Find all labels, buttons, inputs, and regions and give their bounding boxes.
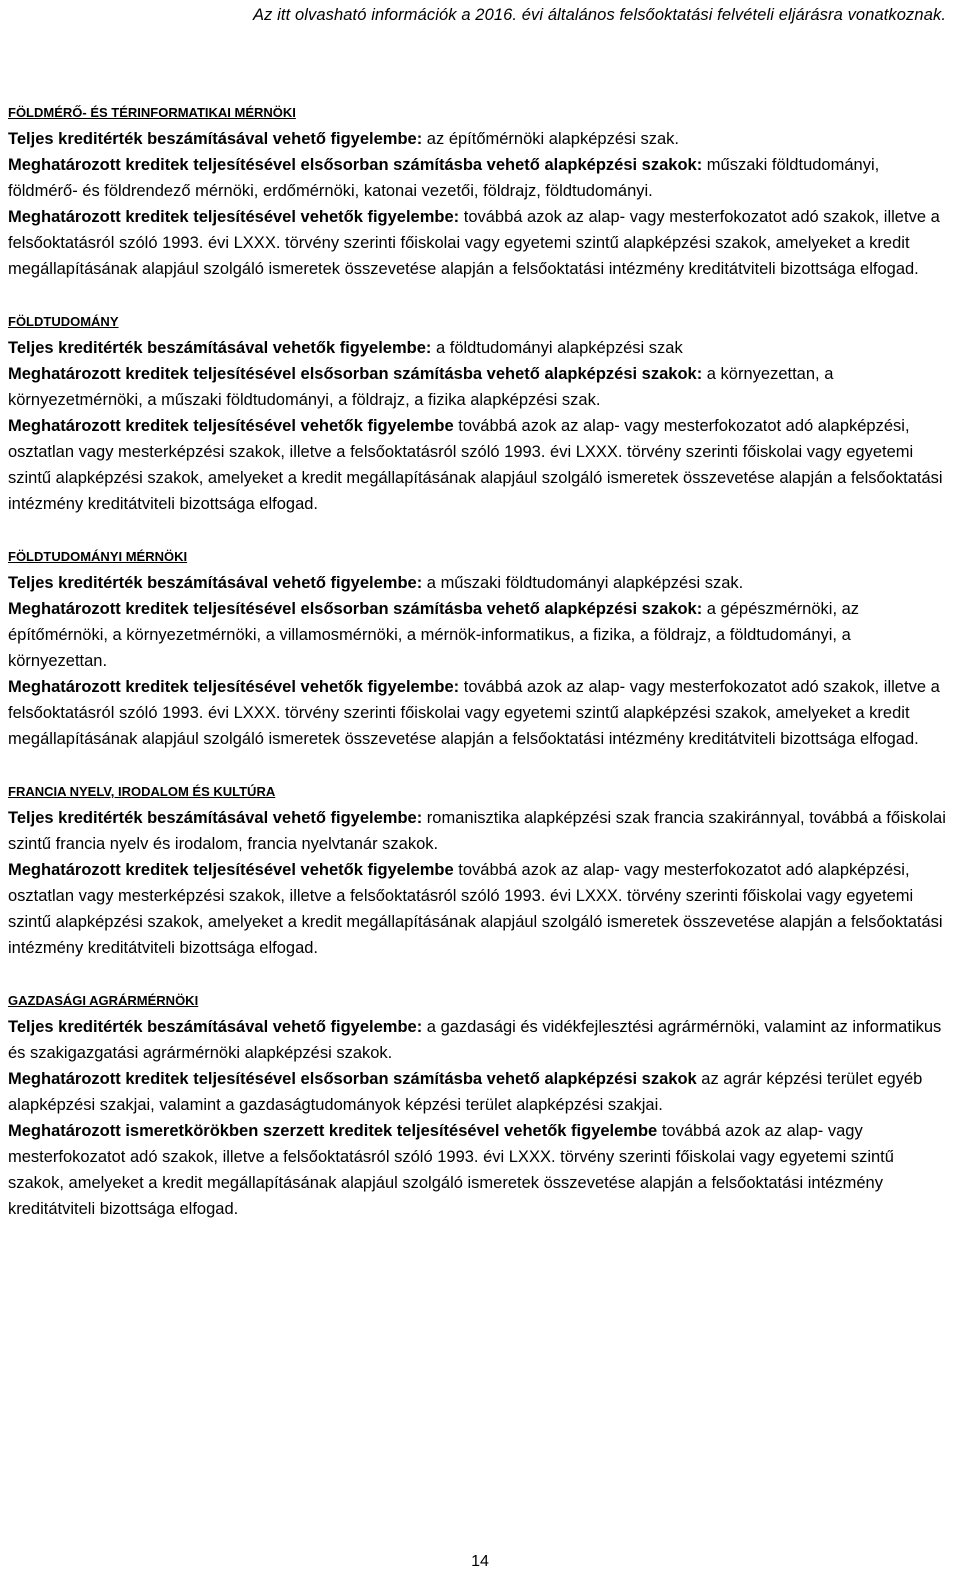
paragraph-primary-credit: Meghatározott kreditek teljesítésével elsősorban számításba vehető alapképzési szakok: műszaki földtudományi, földmérő- és földrendező mérnöki, erdőmérnöki, katonai vezetői, földrajz, földtudományi.	[8, 156, 880, 200]
paragraph-primary-credit: Meghatározott kreditek teljesítésével elsősorban számításba vehető alapképzési szakok: a gépészmérnöki, az építőmérnöki, a környezetmérnöki, a villamosmérnöki, a mérnök-informatikus, a fizika, a földrajz, a földtudományi, a környezettan.	[8, 600, 860, 670]
section-gazdasagi-agrarmernoki	[8, 988, 952, 1222]
paragraph-other-credit: Meghatározott kreditek teljesítésével vehetők figyelembe továbbá azok az alap- vagy mesterfokozatot adó alapképzési, osztatlan vagy mesterképzési szakok, illetve a felsőoktatásról szóló 1993. évi LXXX. törvény szerinti főiskolai vagy egyetemi szintű alapképzési szakok, amelyeket a kredit megállapításának alapjául szolgáló ismeretek összevetése alapján a felsőoktatási intézmény kreditátviteli bizottsága elfogad.	[8, 417, 943, 513]
paragraph-primary-credit: Meghatározott kreditek teljesítésével elsősorban számításba vehető alapképzési szakok az agrár képzési terület egyéb alapképzési szakjai, valamint a gazdaságtudományok képzési terület alapképzési szakjai.	[8, 1070, 923, 1114]
paragraph-full-credit: Teljes kreditérték beszámításával vehető figyelembe: romanisztika alapképzési szak francia szakiránnyal, továbbá a főiskolai szintű francia nyelv és irodalom, francia nyelvtanár szakok.	[8, 809, 946, 853]
section-title: GAZDASÁGI AGRÁRMÉRNÖKI	[8, 993, 199, 1008]
paragraph-full-credit: Teljes kreditérték beszámításával vehető figyelembe: a műszaki földtudományi alapképzési szak.	[8, 574, 744, 592]
page-number: 14	[471, 1553, 489, 1570]
paragraph-full-credit: Teljes kreditérték beszámításával vehető figyelembe: a gazdasági és vidékfejlesztési agrármérnöki, valamint az informatikus és szakigazgatási agrármérnöki alapképzési szakok.	[8, 1018, 942, 1062]
paragraph-primary-credit: Meghatározott kreditek teljesítésével elsősorban számításba vehető alapképzési szakok: a környezettan, a környezetmérnöki, a műszaki földtudományi, a földrajz, a fizika alapképzési szak.	[8, 365, 834, 409]
section-foldtudomanyi-mernoki	[8, 544, 952, 752]
section-francia	[8, 779, 952, 961]
paragraph-other-credit: Meghatározott ismeretkörökben szerzett kreditek teljesítésével vehetők figyelembe továbbá azok az alap- vagy mesterfokozatot adó szakok, illetve a felsőoktatásról szóló 1993. évi LXXX. törvény szerinti főiskolai vagy egyetemi szintű szakok, amelyeket a kredit megállapításának alapjául szolgáló ismeretek összevetése alapján a felsőoktatási intézmény kreditátviteli bizottsága elfogad.	[8, 1122, 894, 1218]
paragraph-other-credit: Meghatározott kreditek teljesítésével vehetők figyelembe: továbbá azok az alap- vagy mesterfokozatot adó szakok, illetve a felsőoktatásról szóló 1993. évi LXXX. törvény szerinti főiskolai vagy egyetemi szintű alapképzési szakok, amelyeket a kredit megállapításának alapjául szolgáló ismeretek összevetése alapján a felsőoktatási intézmény kreditátviteli bizottsága elfogad.	[8, 208, 940, 278]
paragraph-full-credit: Teljes kreditérték beszámításával vehető figyelembe: az építőmérnöki alapképzési szak.	[8, 130, 680, 148]
document-body	[8, 100, 952, 1249]
section-foldmero	[8, 100, 952, 282]
section-foldtudomany	[8, 309, 952, 517]
paragraph-other-credit: Meghatározott kreditek teljesítésével vehetők figyelembe: továbbá azok az alap- vagy mesterfokozatot adó szakok, illetve a felsőoktatásról szóló 1993. évi LXXX. törvény szerinti főiskolai vagy egyetemi szintű alapképzési szakok, amelyeket a kredit megállapításának alapjául szolgáló ismeretek összevetése alapján a felsőoktatási intézmény kreditátviteli bizottsága elfogad.	[8, 678, 940, 748]
page-header: Az itt olvasható információk a 2016. évi általános felsőoktatási felvételi eljárásra vonatkoznak.	[253, 6, 946, 24]
paragraph-full-credit: Teljes kreditérték beszámításával vehetők figyelembe: a földtudományi alapképzési szak	[8, 339, 683, 357]
paragraph-other-credit: Meghatározott kreditek teljesítésével vehetők figyelembe továbbá azok az alap- vagy mesterfokozatot adó alapképzési, osztatlan vagy mesterképzési szakok, illetve a felsőoktatásról szóló 1993. évi LXXX. törvény szerinti főiskolai vagy egyetemi szintű alapképzési szakok, amelyeket a kredit megállapításának alapjául szolgáló ismeretek összevetése alapján a felsőoktatási intézmény kreditátviteli bizottsága elfogad.	[8, 861, 943, 957]
section-title: FÖLDTUDOMÁNY	[8, 314, 119, 329]
section-title: FÖLDTUDOMÁNYI MÉRNÖKI	[8, 549, 188, 564]
section-title: FÖLDMÉRŐ- ÉS TÉRINFORMATIKAI MÉRNÖKI	[8, 105, 296, 120]
section-title: FRANCIA NYELV, IRODALOM ÉS KULTÚRA	[8, 784, 276, 799]
